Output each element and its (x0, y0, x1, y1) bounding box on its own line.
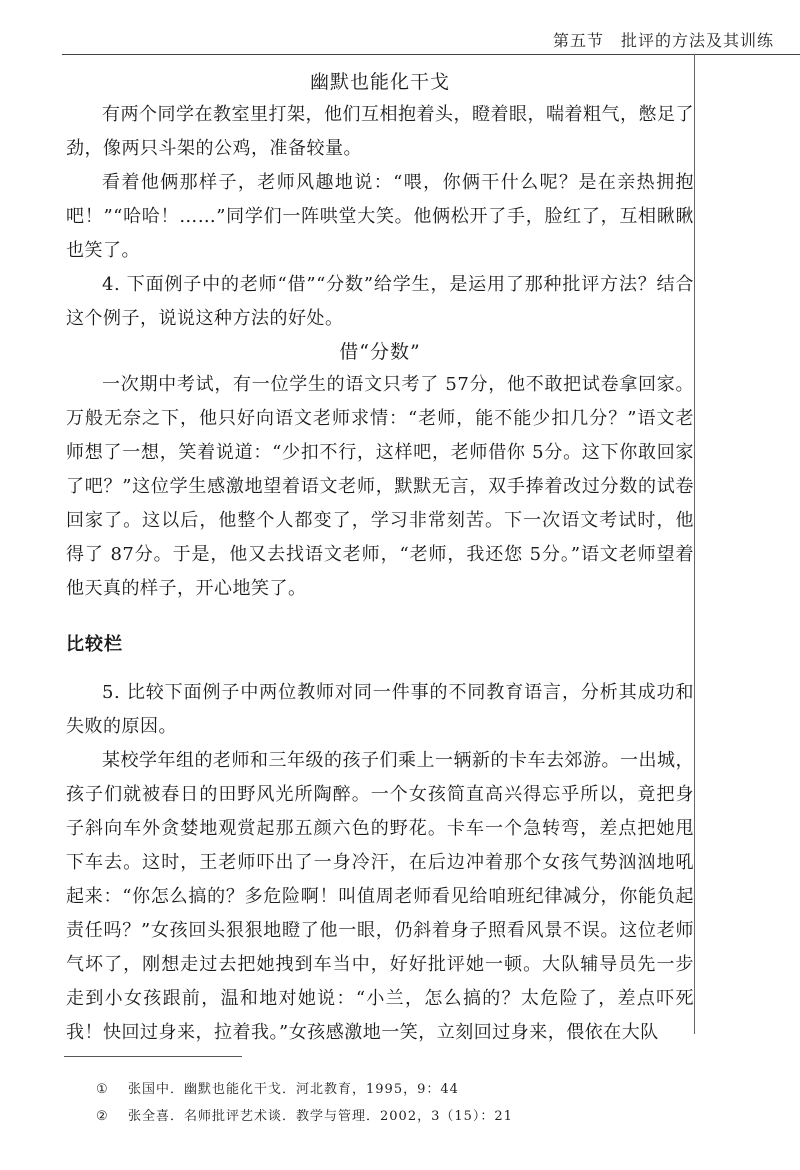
header-rule (62, 54, 800, 55)
story3-paragraph-1: 某校学年组的老师和三年级的孩子们乘上一辆新的卡车去郊游。一出城，孩子们就被春日的田野风光所陶醉。一个女孩简直高兴得忘乎所以，竟把身子斜向车外贪婪地观赏起那五颜六色的野花。卡车一个急转弯，差点把她甩下车去。这时，王老师吓出了一身冷汗，在后边冲着那个女孩气势汹汹地吼起来：“你怎么搞的？多危险啊！叫值周老师看见给咱班纪律减分，你能负起责任吗？”女孩回头狠狠地瞪了他一眼，仍斜着身子照看风景不误。这位老师气坏了，刚想走过去把她拽到车当中，好好批评她一顿。大队辅导员先一步走到小女孩跟前，温和地对她说：“小兰，怎么搞的？太危险了，差点吓死我！快回过身来，拉着我。”女孩感激地一笑，立刻回过身来，偎依在大队 (66, 750, 694, 1043)
running-header: 第五节 批评的方法及其训练 (552, 31, 774, 50)
margin-rule (694, 54, 695, 1034)
page-body (66, 66, 694, 1050)
story1-paragraph-2: 看着他俩那样子，老师风趣地说：“喂，你俩干什么呢？是在亲热拥抱吧！”“哈哈！……”同学们一阵哄堂大笑。他俩松开了手，脸红了，互相瞅瞅也笑了。 (66, 172, 694, 261)
story-title-borrow-score: 借“分数” (339, 341, 421, 363)
footnote-1-text: 张国中．幽默也能化干戈．河北教育，1995，9：44 (128, 1082, 459, 1097)
question-5: 5. 比较下面例子中两位教师对同一件事的不同教育语言，分析其成功和失败的原因。 (66, 682, 694, 737)
footnote-1-mark: ① (96, 1082, 109, 1097)
footnote-1 (96, 1076, 736, 1103)
story-title-humor: 幽默也能化干戈 (309, 71, 450, 93)
story1-paragraph-1: 有两个同学在教室里打架，他们互相抱着头，瞪着眼，喘着粗气，憋足了劲，像两只斗架的公鸡，准备较量。 (66, 104, 694, 159)
footnote-2-mark: ② (96, 1109, 109, 1124)
footnote-2 (96, 1103, 736, 1130)
footnote-2-text: 张全喜．名师批评艺术谈．教学与管理．2002，3（15）：21 (128, 1109, 513, 1124)
question-4: 4. 下面例子中的老师“借”“分数”给学生，是运用了那种批评方法？结合这个例子，说说这种方法的好处。 (66, 274, 694, 329)
compare-section-heading: 比较栏 (66, 634, 123, 655)
story2-paragraph-1: 一次期中考试，有一位学生的语文只考了 57分，他不敢把试卷拿回家。万般无奈之下，他只好向语文老师求情：“老师，能不能少扣几分？”语文老师想了一想，笑着说道：“少扣不行，这样吧，老师借你 5分。这下你敢回家了吧？”这位学生感激地望着语文老师，默默无言，双手捧着改过分数的试卷回家了。这以后，他整个人都变了，学习非常刻苦。下一次语文考试时，他得了 87分。于是，他又去找语文老师，“老师，我还您 5分。”语文老师望着他天真的样子，开心地笑了。 (66, 374, 694, 599)
footnotes (96, 1076, 736, 1130)
footnote-rule (64, 1056, 242, 1057)
